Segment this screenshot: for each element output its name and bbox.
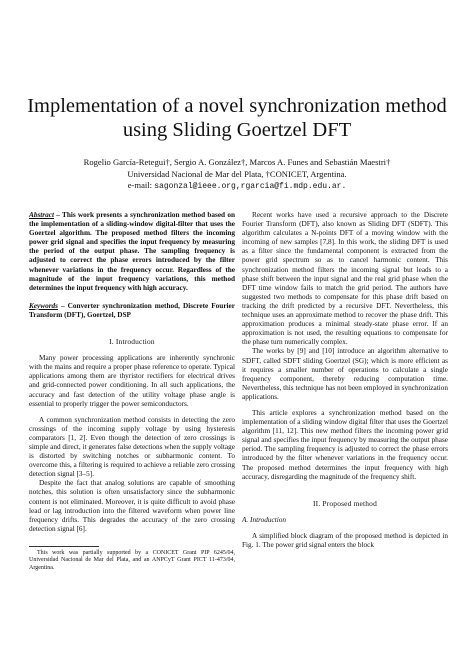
email-addresses: sagonzal@ieee.org,rgarcia@fi.mdp.edu.ar.: [154, 182, 347, 191]
intro-paragraph-1: Many power processing applications are inherently synchronic with the mains and require a proper phase reference to operate. Typical applications among them are thyristor rectifiers for electrical drives and grid-connected power conditioning. In all such applications, the accuracy and fast detection of the utility voltage phase angle is essential to properly trigger the power semiconductors.: [29, 354, 235, 408]
keywords: [29, 302, 235, 320]
intro-paragraph-2: A common synchronization method consists in detecting the zero crossings of the incoming supply voltage by using hysteresis comparators [1, 2]. Even though the detection of zero crossings is simple and direct, it generates false detections when the supply voltage is distorted by switching notches or subharmonic content. To overcome this, a filtering is required to achieve a reliable zero crossing detection signal [3–5].: [29, 415, 235, 479]
paper-title: [20, 94, 454, 142]
intro-paragraph-5: The works by [9] and [10] introduce an algorithm alternative to SDFT, called SDFT sliding Goertzel (SG); which is more efficient as it requires a smaller number of operations to calculate a single frequency component, thereby reducing computation time. Nevertheless, this technique has not been employed in synchronization applications.: [242, 347, 448, 401]
email-label: e-mail:: [127, 180, 153, 190]
title-line-2: using Sliding Goertzel DFT: [122, 119, 352, 141]
proposed-paragraph-1: A simplified block diagram of the proposed method is depicted in Fig. 1. The power grid signal enters the block: [242, 531, 448, 549]
subsection-heading-introduction: A. Introduction: [242, 515, 287, 524]
title-line-1: Implementation of a novel synchronization method: [27, 95, 447, 117]
section-heading-introduction: I. Introduction: [109, 337, 155, 347]
author-block: [20, 157, 454, 193]
abstract-label: Abstract: [29, 211, 54, 219]
right-column: [242, 211, 448, 550]
intro-paragraph-6: This article explores a synchronization method based on the implementation of a sliding window digital filter that uses the Goertzel algorithm [11, 12]. This new method filters the incoming power grid signal and specifies the input frequency by measuring the output phase period. The sampling frequency is adjusted to correct the phase errors introduced by the filter whenever variations in the frequency occur. The proposed method determines the input frequency with high accuracy, disregarding the magnitude of the frequency shift.: [242, 408, 448, 481]
intro-paragraph-3: Despite the fact that analog solutions are capable of smoothing notches, this solution is often unsatisfactory since the subharmonic content is not eliminated. Moreover, it is quite difficult to avoid phase lead or lag introduction into the filtered waveform when power line frequency drifts. This degrades the accuracy of the zero crossing detection signal [6].: [29, 479, 235, 533]
left-column: [29, 211, 235, 572]
footnote: This work was partially supported by a CONICET Grant PIP 6245/04, Universidad Nacional de Mar del Plata, and an ANPCyT Grant PICT 11-473/04, Argentina.: [29, 549, 235, 571]
abstract: [29, 211, 235, 293]
intro-paragraph-4: Recent works have used a recursive approach to the Discrete Fourier Transform (DFT), also known as Sliding DFT (SDFT). This algorithm calculates a N-points DFT of a moving window with the incoming of new samples [7,8]. In this work, the sliding DFT is used as a filter since the fundamental component is extracted from the power grid spectrum so as to cancel harmonic content. This synchronization method filters the incoming signal but leads to a phase shift between the input signal and the real grid phase when the DFT time window fails to match the grid period. The authors have suggested two methods to compensate for this phase drift based on tracking the drift predicted by a recursive DFT. Nevertheless, this technique uses an approximate method to recover the phase drift. This approximation produces a minimal steady-state phase error. If an approximation is not used, the resulting equations to compensate for the phase turn numerically complex.: [242, 211, 448, 347]
keywords-label: Keywords: [29, 301, 58, 310]
author-email-line: [20, 180, 454, 193]
keywords-text: – Converter synchronization method, Discrete Fourier Transform (DFT), Goertzel, DSP: [29, 301, 235, 319]
author-affiliation: Universidad Nacional de Mar del Plata, †CONICET, Argentina.: [127, 168, 347, 179]
footnote-rule: [29, 546, 99, 547]
abstract-text: – This work presents a synchronization method based on the implementation of a sliding-window digital-filter that uses the Goertzel algorithm. The proposed method filters the incoming power grid signal and specifies the input frequency by measuring the period of the output phase. The sampling frequency is adjusted to correct the phase errors introduced by the filter whenever variations in the frequency occur. Regardless of the magnitude of the input frequency variations, this method determines the input frequency with high accuracy.: [29, 211, 235, 292]
section-heading-proposed-method: II. Proposed method: [313, 498, 377, 508]
author-names: Rogelio García-Retegui†, Sergio A. González†, Marcos A. Funes and Sebastián Maestri†: [83, 157, 391, 167]
